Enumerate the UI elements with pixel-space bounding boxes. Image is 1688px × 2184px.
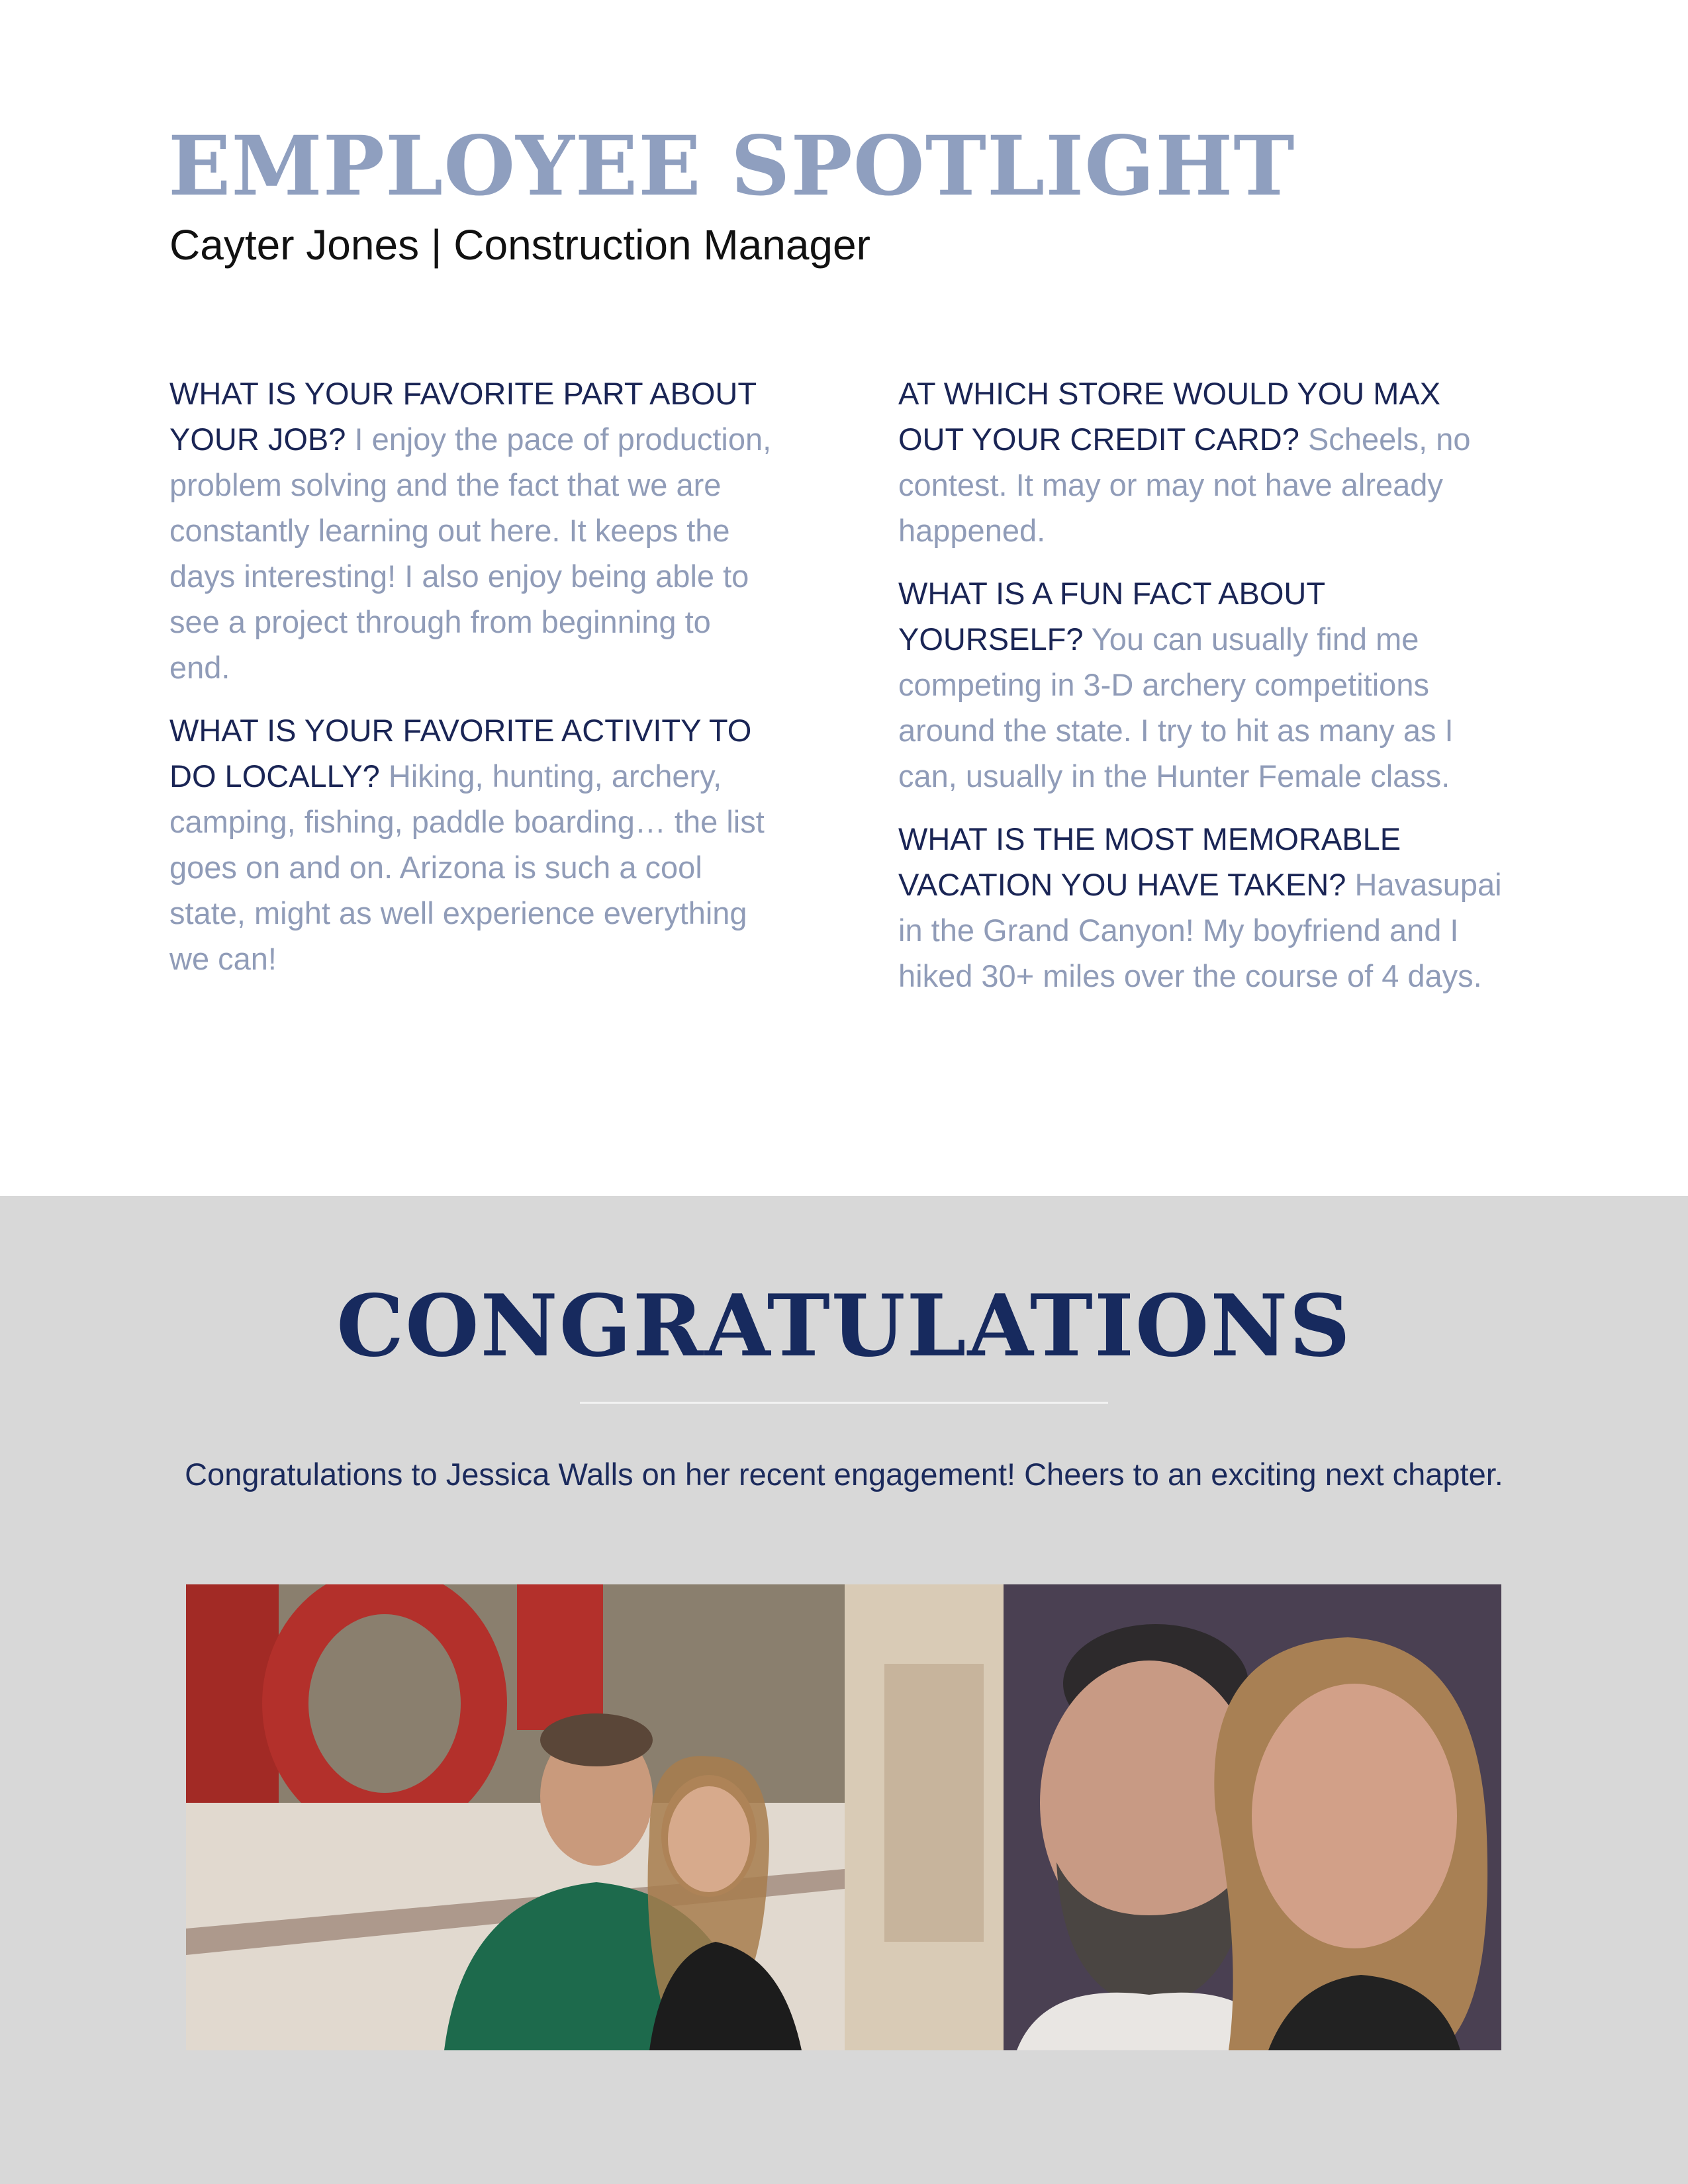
congratulations-message: Congratulations to Jessica Walls on her recent engagement! Cheers to an exciting next chapter.	[185, 1457, 1503, 1492]
congratulations-title: CONGRATULATIONS	[336, 1277, 1352, 1376]
engagement-photo-right	[845, 1584, 1501, 2050]
engagement-photo-left	[186, 1584, 845, 2050]
qa-item	[169, 371, 778, 690]
answer-text: Hiking, hunting, archery, camping, fishing, paddle boarding… the list goes on and on. Arizona is such a cool state, might as well experience everything we can!	[169, 758, 765, 976]
answer-text: Scheels, no contest. It may or may not have already happened.	[898, 422, 1471, 548]
question-text: WHAT IS YOUR FAVORITE ACTIVITY TO DO LOCALLY?	[169, 713, 752, 794]
qa-item	[898, 371, 1507, 553]
spotlight-title: EMPLOYEE SPOTLIGHT	[168, 118, 1295, 214]
title-divider	[580, 1402, 1108, 1404]
answer-text: You can usually find me competing in 3-D archery competitions around the state. I try to hit as many as I can, usually in the Hunter Female class.	[898, 621, 1454, 794]
left-qa-column	[169, 371, 778, 999]
question-text: AT WHICH STORE WOULD YOU MAX OUT YOUR CREDIT CARD?	[898, 376, 1441, 457]
answer-text: Havasupai in the Grand Canyon! My boyfriend and I hiked 30+ miles over the course of 4 days.	[898, 867, 1502, 993]
question-text: WHAT IS A FUN FACT ABOUT YOURSELF?	[898, 576, 1325, 657]
qa-item	[898, 570, 1507, 799]
qa-item	[898, 816, 1507, 999]
spotlight-subtitle: Cayter Jones | Construction Manager	[169, 221, 870, 269]
question-text: WHAT IS YOUR FAVORITE PART ABOUT YOUR JOB?	[169, 376, 757, 457]
qa-item	[169, 707, 778, 981]
question-text: WHAT IS THE MOST MEMORABLE VACATION YOU HAVE TAKEN?	[898, 821, 1401, 902]
photo-illustration	[186, 1584, 845, 2050]
right-qa-column	[898, 371, 1507, 1016]
photo-illustration	[845, 1584, 1501, 2050]
answer-text: I enjoy the pace of production, problem solving and the fact that we are constantly learning out here. It keeps the days interesting! I also enjoy being able to see a project through from beginning to end.	[169, 422, 772, 685]
